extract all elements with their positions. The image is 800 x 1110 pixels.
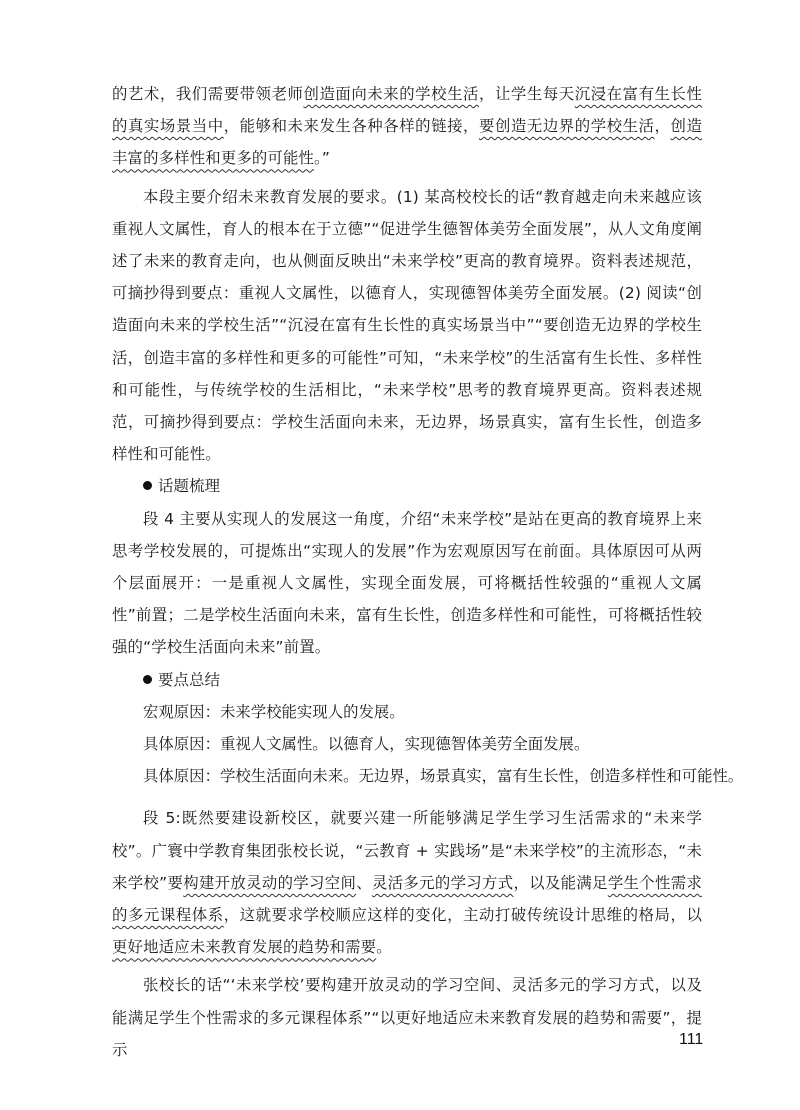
text-run: 。” bbox=[314, 149, 330, 168]
text-run: 、 bbox=[356, 873, 372, 892]
section-heading-topic bbox=[112, 470, 702, 502]
section-heading-label: 要点总结 bbox=[158, 670, 221, 689]
text-run: ，以及能满足 bbox=[513, 873, 608, 892]
section-heading-label: 话题梳理 bbox=[158, 477, 221, 496]
quote-paragraph-end bbox=[112, 78, 702, 175]
analysis-paragraph: 本段主要介绍未来教育发展的要求。(1) 某高校校长的话“教育越走向未来越应该重视人文属性，育人的根本在于立德”“促进学生德智体美劳全面发展”，从人文角度阐述了未来的教育走向，也从侧面反映出“未来学校”更高的教育境界。资料表述规范，可摘抄得到要点：重视人文属性，以德育人，实现德智体美劳全面发展。(2) 阅读“创造面向未来的学校生活”“沉浸在富有生长性的真实场景当中”“要创造无边界的学校生活，创造丰富的多样性和更多的可能性”可知，“未来学校”的生活富有生长性、多样性和可能性，与传统学校的生活相比，“未来学校”思考的教育境界更高。资料表述规范，可摘抄得到要点：学校生活面向未来，无边界，场景真实，富有生长性，创造多样性和可能性。 bbox=[112, 187, 702, 464]
text-run: ， bbox=[654, 117, 671, 136]
text-run: 段 5:既然要建设新校区，就要兴建一所能够满足学生学习生活需求的“未来学校”。广寰中学教育集团张校长说，“云教育 + 实践场”是“未来学校”的主流形态，“未来学校”要 bbox=[112, 809, 702, 892]
wavy-underline-text: 创造丰富的多样性和更多的可能性 bbox=[112, 117, 702, 168]
text-run: ，能够和未来发生各种各样的链接， bbox=[223, 117, 479, 136]
wavy-underline-text: 构建开放灵动的学习空间 bbox=[183, 873, 357, 892]
summary-item: 宏观原因：未来学校能实现人的发展。 bbox=[143, 702, 405, 721]
wavy-underline-text: 更好地适应未来教育发展的趋势和需要 bbox=[112, 938, 377, 957]
text-run: ，这就要求学校顺应这样的变化，主动打破传统设计思维的格局，以 bbox=[223, 906, 702, 925]
wavy-underline-text: 沉浸在富有生长性的真实场景当中 bbox=[112, 85, 703, 136]
text-run: ，让学生每天 bbox=[479, 85, 575, 103]
page-content bbox=[112, 78, 744, 1066]
analysis-paragraph: 张校长的话“‘未来学校’要构建开放灵动的学习空间、灵活多元的学习方式，以及能满足学生个性需求的多元课程体系”“以更好地适应未来教育发展的趋势和需要”，提示 bbox=[112, 976, 702, 1059]
bullet-icon bbox=[143, 481, 152, 490]
wavy-underline-text: 创造面向未来的学校生活 bbox=[303, 85, 480, 103]
wavy-underline-text: 要创造无边界的学校生活 bbox=[479, 117, 655, 136]
summary-item: 具体原因：重视人文属性。以德育人，实现德智体美劳全面发展。 bbox=[143, 735, 590, 754]
source-paragraph bbox=[112, 802, 702, 963]
section-heading-summary bbox=[112, 664, 702, 696]
wavy-underline-text: 学生个性需求的多元课程体系 bbox=[112, 873, 702, 925]
page-number: 111 bbox=[679, 1031, 704, 1048]
wavy-underline-text: 灵活多元的学习方式 bbox=[371, 873, 514, 892]
summary-item: 具体原因：学校生活面向未来。无边界，场景真实，富有生长性，创造多样性和可能性。 bbox=[143, 767, 744, 786]
bullet-icon bbox=[143, 675, 152, 684]
text-run: 。 bbox=[376, 938, 392, 957]
topic-paragraph: 段 4 主要从实现人的发展这一角度，介绍“未来学校”是站在更高的教育境界上来思考学校发展的，可提炼出“实现人的发展”作为宏观原因写在前面。具体原因可从两个层面展开：一是重视人文属性，实现全面发展，可将概括性较强的“重视人文属性”前置；二是学校生活面向未来，富有生长性，创造多样性和可能性，可将概括性较强的“学校生活面向未来”前置。 bbox=[112, 509, 702, 657]
text-run: 的艺术，我们需要带领老师 bbox=[112, 85, 304, 103]
